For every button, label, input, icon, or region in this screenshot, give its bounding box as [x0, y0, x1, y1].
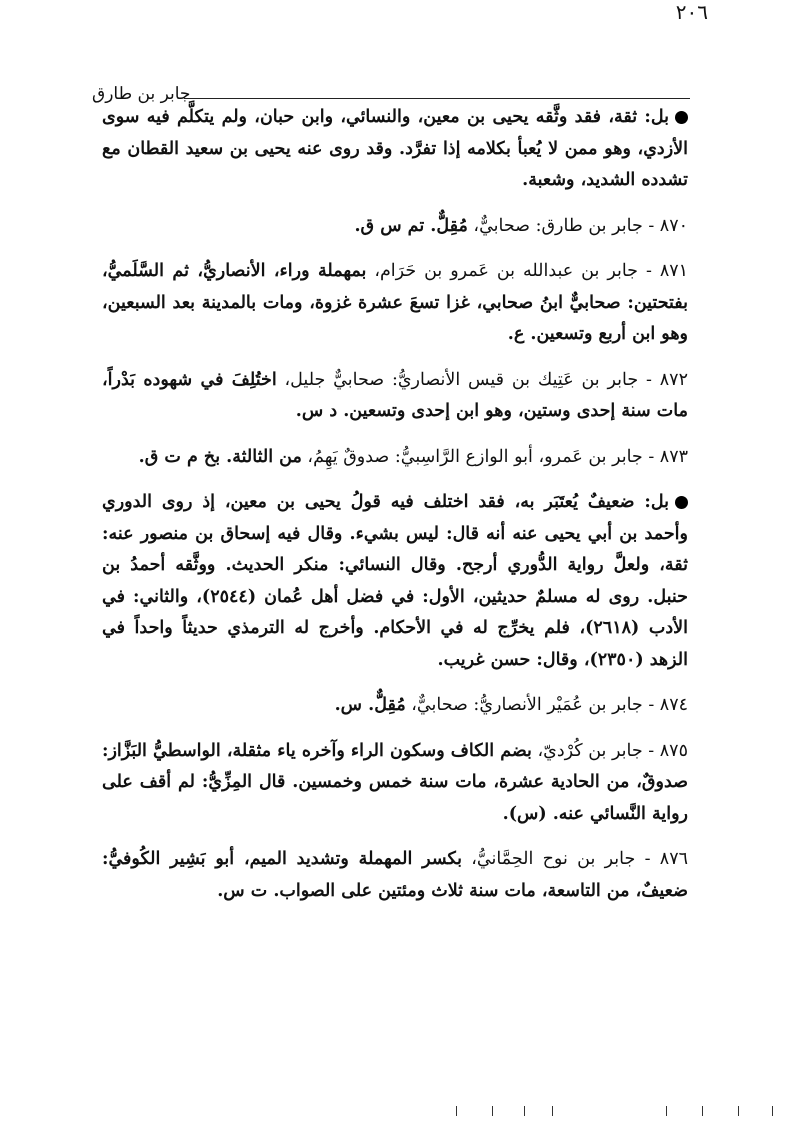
- scan-mark: [666, 1106, 667, 1116]
- scan-mark: [456, 1106, 457, 1116]
- entry-lead: ٨٧٥ - جابر بن كُرْديّ،: [531, 740, 688, 761]
- note-lead: بل:: [634, 492, 669, 512]
- entry-paragraph: [102, 211, 688, 243]
- entry-text: بكسر المهملة وتشديد الميم، أبو بَشِير الكُوفيُّ: ضعيفٌ، من التاسعة، مات سنة ثلاث ومئتين على الصواب. ت س.: [102, 849, 688, 901]
- page-header: [92, 58, 690, 108]
- scan-mark: [552, 1106, 553, 1116]
- entry-text: بضم الكاف وسكون الراء وآخره ياء مثقلة، الواسطيُّ البَزَّاز: صدوقٌ، من الحادية عشرة، مات سنة خمس وخمسين. قال المِزِّيُّ: لم أقف على رواية النَّسائي عنه. (س).: [102, 740, 688, 824]
- note-paragraph: [102, 102, 688, 197]
- header-rule: [184, 98, 690, 99]
- note-text: ثقة، فقد وثَّقه يحيى بن معين، والنسائي، وابن حبان، ولم يتكلَّم فيه سوى الأزدي، وهو ممن لا يُعبأ بكلامه إذا تفرَّد. وقد روى عنه يحيى بن سعيد القطان مع تشدده الشديد، وشعبة.: [102, 107, 688, 190]
- entry-lead: ٨٧٢ - جابر بن عَتِيك بن قيس الأنصاريُّ: صحابيٌّ جليل،: [276, 369, 688, 390]
- note-text: ضعيفٌ يُعتَبَر به، فقد اختلف فيه قولُ يحيى بن معين، إذ روى الدوري وأحمد بن أبي يحيى عنه أنه قال: ليس بشيء. وقال فيه إسحاق بن منصور عنه: ثقة، ولعلَّ رواية الدُّوري أرجح. وقال النسائي: منكر الحديث. ووثَّقه أحمدُ بن حنبل. روى له مسلمٌ حديثين، الأول: في فضل أهل عُمان (٢٥٤٤)، والثاني: في الأدب (٢٦١٨)، فلم يخرِّج له في الأحكام. وأخرج له الترمذي حديثاً واحداً في الزهد (٢٣٥٠)، وقال: حسن غريب.: [102, 492, 688, 670]
- entry-text: مُقِلٌّ. س.: [334, 695, 406, 715]
- entry-text: اختُلِفَ في شهوده بَدْراً، مات سنة إحدى وستين، وهو ابن إحدى وتسعين. د س.: [102, 369, 688, 421]
- entry-paragraph: [102, 736, 688, 831]
- running-head: جابر بن طارق: [92, 84, 191, 104]
- scan-mark: [772, 1106, 773, 1116]
- entry-lead: ٨٧٦ - جابر بن نوح الحِمَّانيُّ،: [461, 849, 688, 869]
- entry-lead: ٨٧١ - جابر بن عبدالله بن عَمرو بن حَرَام،: [366, 261, 689, 281]
- scan-mark: [492, 1106, 493, 1116]
- entry-lead: ٨٧٣ - جابر بن عَمرو، أبو الوازع الرَّاسِبيُّ: صدوقٌ يَهِمُ،: [301, 446, 688, 467]
- entry-paragraph: [102, 365, 688, 428]
- scan-mark: [524, 1106, 525, 1116]
- note-paragraph: [102, 487, 688, 676]
- entry-text: بمهملة وراء، الأنصاريُّ، ثم السَّلَميُّ، بفتحتين: صحابيٌّ ابنُ صحابي، غزا تسعَ عشرة غزوة، ومات بالمدينة بعد السبعين، وهو ابن أربع وتسعين. ع.: [102, 261, 688, 344]
- scan-mark: [738, 1106, 739, 1116]
- entry-text: من الثالثة. بخ م ت ق.: [138, 446, 302, 467]
- scan-mark: [702, 1106, 703, 1116]
- bottom-scan-marks: [440, 1104, 780, 1120]
- entry-paragraph: [102, 256, 688, 351]
- entry-paragraph: [102, 442, 688, 474]
- page-body: [102, 102, 688, 1062]
- entry-paragraph: [102, 690, 688, 722]
- bullet-icon: [675, 111, 688, 124]
- entry-paragraph: [102, 844, 688, 907]
- bullet-icon: [675, 496, 688, 509]
- entry-lead: ٨٧٠ - جابر بن طارق: صحابيٌّ،: [467, 215, 688, 236]
- note-lead: بل:: [637, 107, 669, 127]
- entry-lead: ٨٧٤ - جابر بن عُمَيْر الأنصاريُّ: صحابيٌّ،: [405, 695, 688, 715]
- page-number: ٢٠٦: [675, 0, 708, 24]
- entry-text: مُقِلٌّ. تم س ق.: [354, 215, 468, 236]
